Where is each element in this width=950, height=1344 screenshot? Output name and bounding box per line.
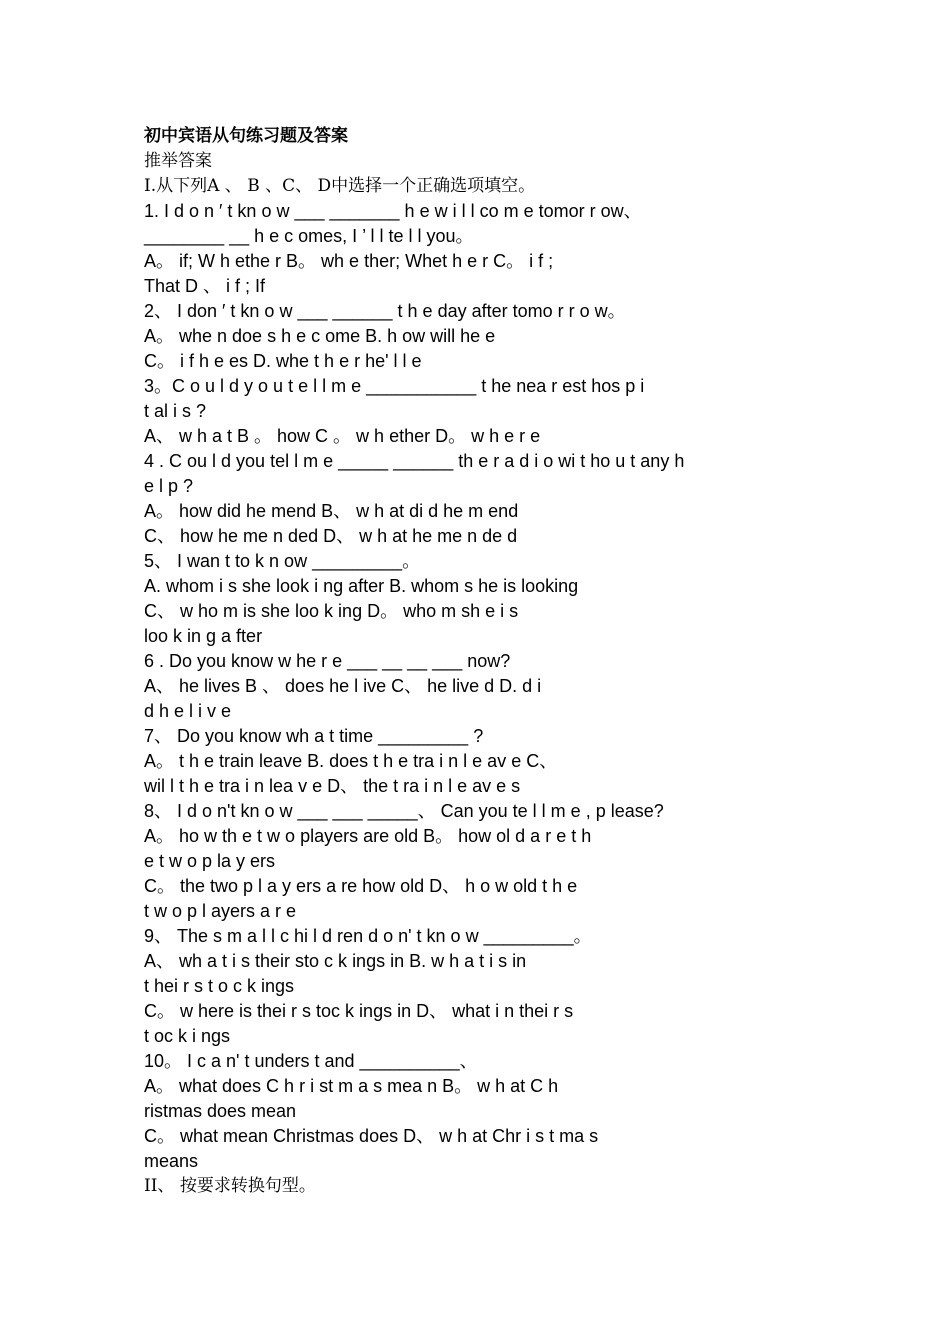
text-line: A。 t h e train leave B. does t h e tra i n l e av e C、 [144,751,558,771]
text-line: e t w o p la y ers [144,851,276,871]
section-heading: I.从下列A 、 B 、C、 D中选择一个正确选项填空。 [144,176,536,196]
text-line: 8、 I d o n't kn o w ___ ___ _____、 Can you te l l m e , p lease? [144,801,664,821]
text-line: C。 i f h e es D. whe t h e r he' l l e [144,351,422,371]
text-line: A。 whe n doe s h e c ome B. h ow will he e [144,326,496,346]
text-line: ristmas does mean [144,1101,297,1121]
text-line: A、 he lives B 、 does he l ive C、 he live d D. d i [144,676,542,696]
text-line: means [144,1151,199,1171]
text-line: loo k in g a fter [144,626,263,646]
text-line: 5、 I wan t to k n ow _________。 [144,551,421,571]
text-line: 9、 The s m a l l c hi l d ren d o n' t kn o w _________。 [144,926,592,946]
text-line: t oc k i ngs [144,1026,231,1046]
text-line: A。 ho w th e t w o players are old B。 how ol d a r e t h [144,826,592,846]
text-line: A、 wh a t i s their sto c k ings in B. w h a t i s in [144,951,527,971]
text-line: C、 w ho m is she loo k ing D。 who m sh e i s [144,601,519,621]
text-line: 3。C o u l d y o u t e l l m e ___________ t he nea r est hos p i [144,376,645,396]
text-line: t al i s ? [144,401,207,421]
document-title: 初中宾语从句练习题及答案 [144,126,348,146]
text-line: A。 what does C h r i st m a s mea n B。 w h at C h [144,1076,559,1096]
text-line: C。 w here is thei r s toc k ings in D、 what i n thei r s [144,1001,574,1021]
text-line: A。 if; W h ethe r B。 wh e ther; Whet h e r C。 i f ; [144,251,554,271]
text-line: 1. I d o n ′ t kn o w ___ _______ h e w i l l co m e tomor r ow、 [144,201,642,221]
text-line: C。 what mean Christmas does D、 w h at Chr i s t ma s [144,1126,599,1146]
text-line: 2、 I don ′ t kn o w ___ ______ t h e day after tomo r r o w。 [144,301,626,321]
text-line: C。 the two p l a y ers a re how old D、 h o w old t h e [144,876,578,896]
text-line: A。 how did he mend B、 w h at di d he m end [144,501,519,521]
document-subtitle: 推举答案 [144,151,212,171]
text-line: A、 w h a t B 。 how C 。 w h ether D。 w h e r e [144,426,541,446]
text-line: d h e l i v e [144,701,232,721]
text-line: e l p ? [144,476,194,496]
text-line: C、 how he me n ded D、 w h at he me n de d [144,526,518,546]
text-line: t hei r s t o c k ings [144,976,295,996]
text-line: A. whom i s she look i ng after B. whom s he is looking [144,576,579,596]
text-line: ________ __ h e c omes, I ’ l l te l l you。 [144,226,474,246]
text-line: wil l t h e tra i n lea v e D、 the t ra i n l e av e s [144,776,521,796]
text-line: 4 . C ou l d you tel l m e _____ ______ th e r a d i o wi t ho u t any h [144,451,685,471]
text-line: t w o p l ayers a r e [144,901,297,921]
text-line: 10。 I c a n' t unders t and __________、 [144,1051,478,1071]
section-heading: II、 按要求转换句型。 [144,1176,316,1196]
text-line: That D 、 i f ; If [144,276,266,296]
text-line: 6 . Do you know w he r e ___ __ __ ___ now? [144,651,511,671]
text-line: 7、 Do you know wh a t time _________ ? [144,726,484,746]
